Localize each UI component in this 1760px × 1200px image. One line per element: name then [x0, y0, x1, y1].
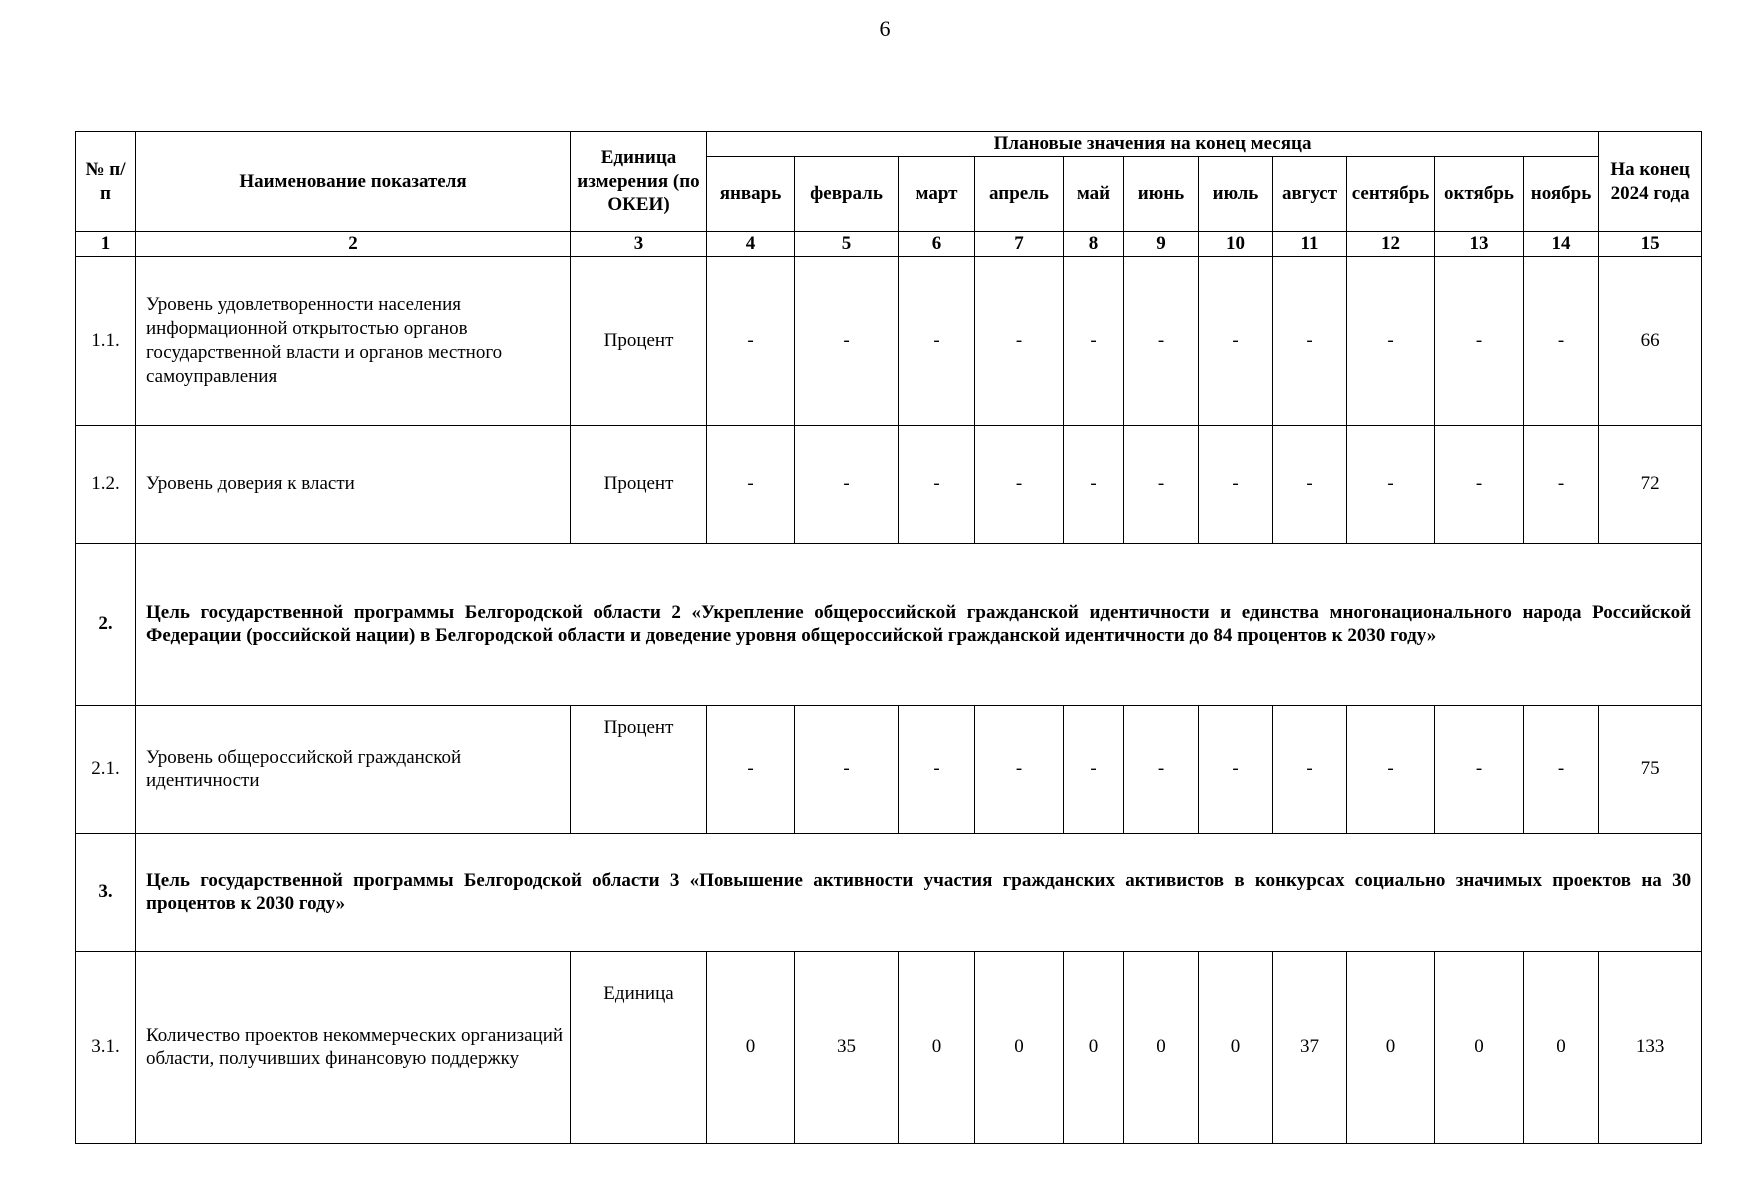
row-number: 3.1. — [76, 951, 136, 1143]
header-month-jan: январь — [707, 157, 795, 232]
column-number: 11 — [1273, 232, 1347, 257]
table-row — [76, 425, 1702, 543]
indicator-name: Уровень общероссийской гражданской идентичности — [136, 705, 571, 833]
month-value: - — [795, 256, 899, 425]
row-number: 2.1. — [76, 705, 136, 833]
header-month-jul: июль — [1199, 157, 1273, 232]
goal-number: 2. — [76, 543, 136, 705]
column-number: 14 — [1524, 232, 1599, 257]
indicator-unit: Процент — [571, 425, 707, 543]
goal-row — [76, 833, 1702, 951]
header-year-end: На конец 2024 года — [1599, 132, 1702, 232]
month-value: - — [1524, 256, 1599, 425]
month-value: - — [975, 705, 1064, 833]
page-number: 6 — [879, 16, 891, 41]
header-month-may: май — [1064, 157, 1124, 232]
header-month-sep: сентябрь — [1347, 157, 1435, 232]
month-value: - — [975, 425, 1064, 543]
month-value: - — [1124, 425, 1199, 543]
month-value: - — [1273, 425, 1347, 543]
header-unit: Единица измерения (по ОКЕИ) — [571, 132, 707, 232]
month-value: 0 — [707, 951, 795, 1143]
goal-row — [76, 543, 1702, 705]
column-number: 13 — [1435, 232, 1524, 257]
month-value: - — [899, 256, 975, 425]
column-number: 10 — [1199, 232, 1273, 257]
header-planned-values: Плановые значения на конец месяца — [707, 132, 1599, 157]
month-value: - — [1273, 705, 1347, 833]
header-month-nov: ноябрь — [1524, 157, 1599, 232]
column-number: 1 — [76, 232, 136, 257]
month-value: 0 — [975, 951, 1064, 1143]
column-number: 9 — [1124, 232, 1199, 257]
header-month-aug: август — [1273, 157, 1347, 232]
month-value: - — [1524, 425, 1599, 543]
column-number: 2 — [136, 232, 571, 257]
goal-number: 3. — [76, 833, 136, 951]
column-number: 4 — [707, 232, 795, 257]
month-value: - — [1347, 705, 1435, 833]
column-number: 8 — [1064, 232, 1124, 257]
month-value: - — [1347, 256, 1435, 425]
indicator-name: Количество проектов некоммерческих организаций области, получивших финансовую поддержку — [136, 951, 571, 1143]
month-value: - — [707, 425, 795, 543]
month-value: - — [1124, 705, 1199, 833]
month-value: - — [1199, 256, 1273, 425]
month-value: 35 — [795, 951, 899, 1143]
month-value: - — [1273, 256, 1347, 425]
month-value: - — [899, 705, 975, 833]
header-month-feb: февраль — [795, 157, 899, 232]
month-value: - — [1064, 425, 1124, 543]
indicators-table — [75, 131, 1702, 1144]
indicator-name: Уровень доверия к власти — [136, 425, 571, 543]
year-end-value: 66 — [1599, 256, 1702, 425]
row-number: 1.2. — [76, 425, 136, 543]
month-value: - — [707, 256, 795, 425]
indicator-unit: Единица — [571, 951, 707, 1143]
month-value: 0 — [1199, 951, 1273, 1143]
header-month-jun: июнь — [1124, 157, 1199, 232]
month-value: - — [1199, 705, 1273, 833]
month-value: 0 — [1524, 951, 1599, 1143]
indicator-name: Уровень удовлетворенности населения информационной открытостью органов государственной власти и органов местного самоуправления — [136, 256, 571, 425]
year-end-value: 133 — [1599, 951, 1702, 1143]
table-row — [76, 256, 1702, 425]
month-value: 0 — [1435, 951, 1524, 1143]
column-number: 6 — [899, 232, 975, 257]
column-number: 7 — [975, 232, 1064, 257]
month-value: - — [1435, 256, 1524, 425]
month-value: 37 — [1273, 951, 1347, 1143]
month-value: - — [1347, 425, 1435, 543]
month-value: - — [795, 425, 899, 543]
column-number: 15 — [1599, 232, 1702, 257]
year-end-value: 72 — [1599, 425, 1702, 543]
table-row — [76, 705, 1702, 833]
header-no: № п/п — [76, 132, 136, 232]
month-value: - — [1064, 256, 1124, 425]
month-value: 0 — [1347, 951, 1435, 1143]
month-value: - — [1524, 705, 1599, 833]
table-row — [76, 951, 1702, 1143]
month-value: 0 — [899, 951, 975, 1143]
month-value: - — [1124, 256, 1199, 425]
goal-text: Цель государственной программы Белгородской области 2 «Укрепление общероссийской гражданской идентичности и единства многонационального народа Российской Федерации (российской нации) в Белгородской области и доведение уровня общероссийской гражданской идентичности до 84 процентов к 2030 году» — [136, 543, 1702, 705]
year-end-value: 75 — [1599, 705, 1702, 833]
month-value: - — [795, 705, 899, 833]
month-value: - — [1435, 705, 1524, 833]
month-value: - — [1435, 425, 1524, 543]
month-value: - — [707, 705, 795, 833]
header-month-oct: октябрь — [1435, 157, 1524, 232]
column-number: 3 — [571, 232, 707, 257]
header-month-mar: март — [899, 157, 975, 232]
header-name: Наименование показателя — [136, 132, 571, 232]
indicator-unit: Процент — [571, 705, 707, 833]
indicator-unit: Процент — [571, 256, 707, 425]
column-number: 12 — [1347, 232, 1435, 257]
month-value: - — [975, 256, 1064, 425]
month-value: - — [899, 425, 975, 543]
goal-text: Цель государственной программы Белгородской области 3 «Повышение активности участия гражданских активистов в конкурсах социально значимых проектов на 30 процентов к 2030 году» — [136, 833, 1702, 951]
month-value: - — [1064, 705, 1124, 833]
month-value: - — [1199, 425, 1273, 543]
row-number: 1.1. — [76, 256, 136, 425]
month-value: 0 — [1124, 951, 1199, 1143]
month-value: 0 — [1064, 951, 1124, 1143]
column-number: 5 — [795, 232, 899, 257]
header-month-apr: апрель — [975, 157, 1064, 232]
